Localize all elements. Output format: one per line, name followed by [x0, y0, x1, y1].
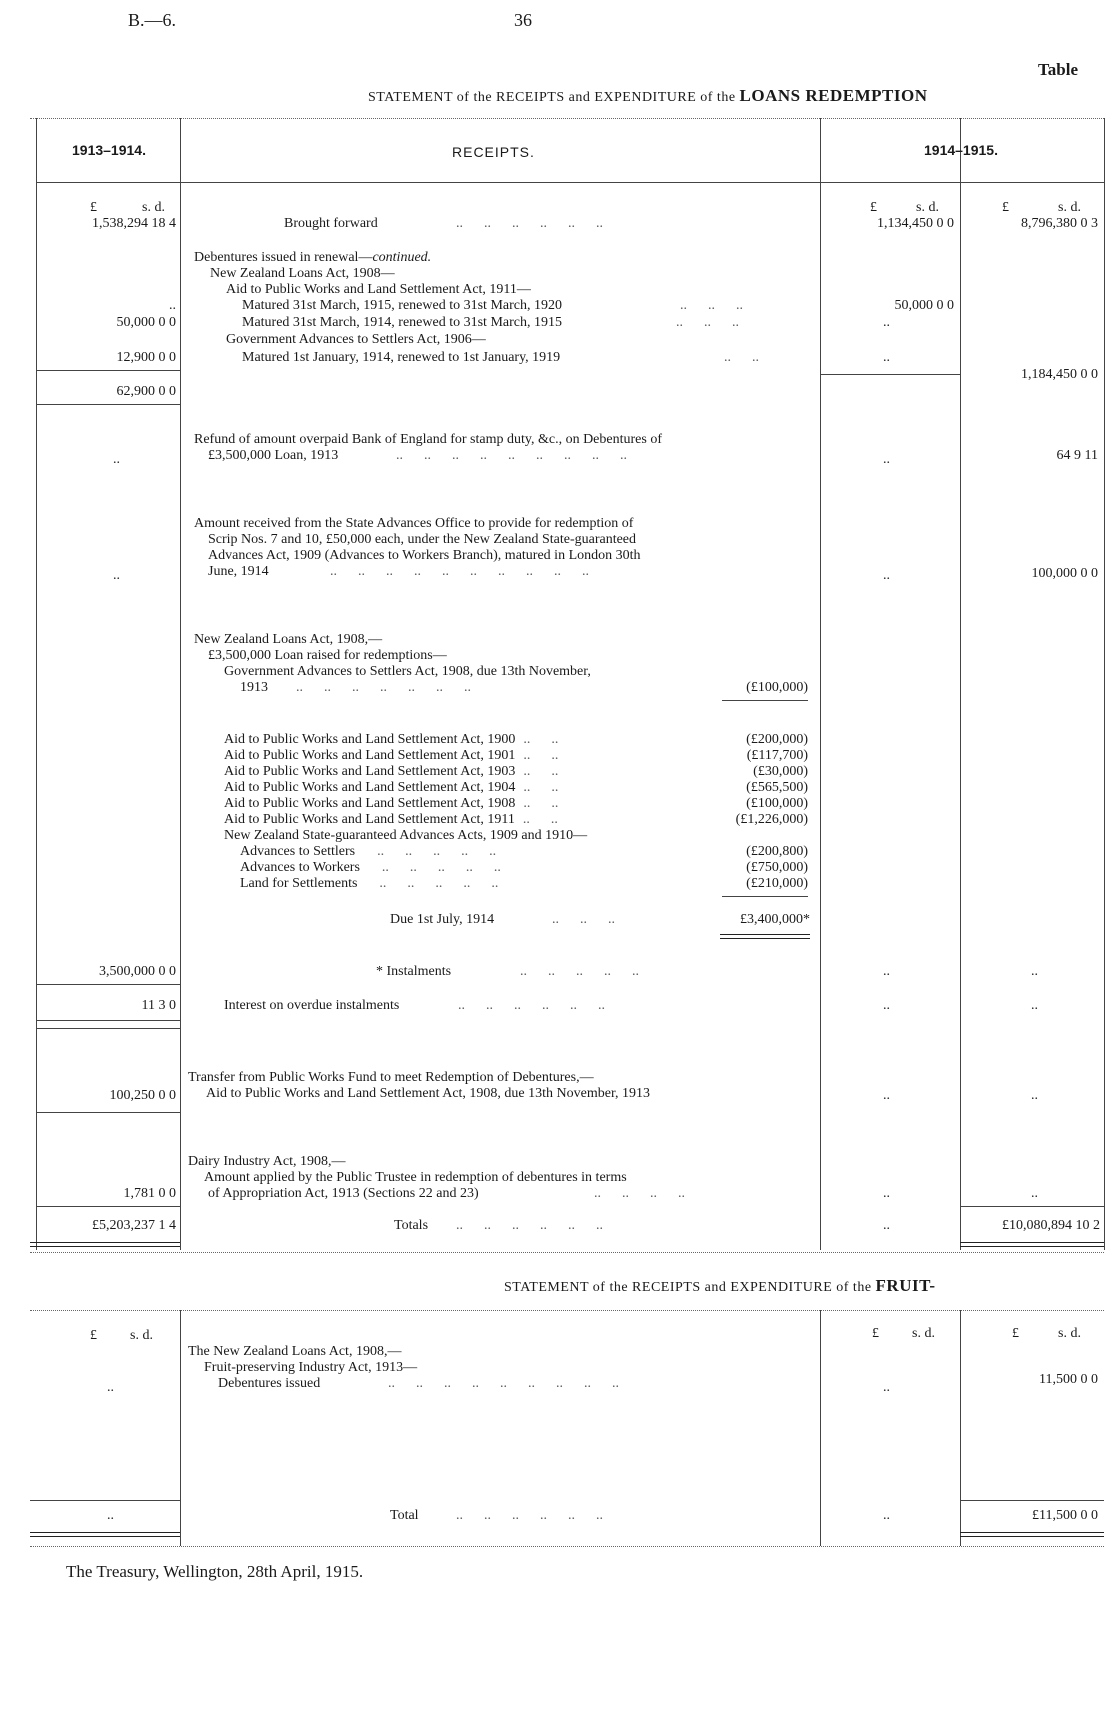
fruit-1913: .. [107, 1380, 114, 1395]
totals-label: Totals [394, 1218, 429, 1233]
interest-1913: 11 3 0 [141, 998, 176, 1013]
instalments-label: * Instalments [376, 964, 452, 979]
fruit-sub: Fruit-preserving Industry Act, 1913— [204, 1360, 418, 1375]
dairy-mid: .. [883, 1186, 890, 1201]
renewal-subtotal-1913: 62,900 0 0 [116, 384, 176, 399]
sg-item: Advances to Workers .. .. .. .. .. (£750,000) [240, 860, 808, 875]
interest-mid: .. [883, 998, 890, 1013]
table-label: Table [1038, 60, 1079, 79]
dairy-line1: Dairy Industry Act, 1908,— [188, 1154, 346, 1169]
fruit-act: The New Zealand Loans Act, 1908,— [188, 1344, 402, 1359]
state-adv-line3: Advances Act, 1909 (Advances to Workers Branch), matured in London 30th [208, 548, 641, 563]
sg-heading: New Zealand State-guaranteed Advances Acts, 1909 and 1910— [224, 828, 588, 843]
refund-mid: .. [883, 452, 890, 467]
dairy-line3: of Appropriation Act, 1913 (Sections 22 and 23) [208, 1186, 479, 1201]
transfer-line1: Transfer from Public Works Fund to meet Redemption of Debentures,— [188, 1070, 594, 1085]
footer-signature-line: The Treasury, Wellington, 28th April, 1915. [66, 1562, 364, 1581]
mat1920-mid: 50,000 0 0 [894, 298, 954, 313]
totals-mid: .. [883, 1218, 890, 1233]
statement-title-bold: LOANS REDEMPTION [739, 86, 928, 105]
brought-forward-right: 8,796,380 0 3 [1021, 216, 1098, 231]
renewal-heading: Debentures issued in renewal—continued. [194, 250, 432, 265]
fruit-mid: .. [883, 1380, 890, 1395]
gov-1906: Government Advances to Settlers Act, 1906— [226, 332, 486, 347]
mat1920-label: Matured 31st March, 1915, renewed to 31st March, 1920 [242, 298, 562, 313]
sg-items [240, 844, 808, 892]
unit-pound-right: £ [1002, 200, 1009, 215]
transfer-1913: 100,250 0 0 [109, 1088, 176, 1103]
mat1919-label: Matured 1st January, 1914, renewed to 1st January, 1919 [242, 350, 561, 365]
total2-1913: .. [107, 1508, 114, 1523]
state-adv-mid: .. [883, 568, 890, 583]
dairy-line2: Amount applied by the Public Trustee in redemption of debentures in terms [204, 1170, 627, 1185]
sg-item: Advances to Settlers .. .. .. .. .. (£200,800) [240, 844, 808, 859]
total2-right: £11,500 0 0 [1032, 1508, 1098, 1523]
unit-pound-left: £ [90, 200, 97, 215]
statement-title-2 [504, 1276, 936, 1296]
instalments-1913: 3,500,000 0 0 [99, 964, 176, 979]
loan-gov-amount: (£100,000) [746, 680, 808, 695]
instalments-mid: .. [883, 964, 890, 979]
refund-1913: .. [113, 452, 120, 467]
loan-item: Aid to Public Works and Land Settlement Act, 1908 .. .. (£100,000) [224, 796, 808, 811]
t2-unit-sd-left: s. d. [130, 1328, 153, 1343]
interest-label: Interest on overdue instalments [224, 998, 400, 1013]
total2-label: Total [390, 1508, 419, 1523]
t2-unit-sd-mid: s. d. [912, 1326, 935, 1341]
column-header-1913-1914: 1913–1914. [72, 142, 146, 158]
loan-item: Aid to Public Works and Land Settlement Act, 1911 .. .. (£1,226,000) [224, 812, 808, 827]
total2-mid: .. [883, 1508, 890, 1523]
mat1919-1913: 12,900 0 0 [116, 350, 176, 365]
sg-item: Land for Settlements .. .. .. .. .. (£210,000) [240, 876, 808, 891]
loan-item: Aid to Public Works and Land Settlement Act, 1901 .. .. (£117,700) [224, 748, 808, 763]
renewal-aid-1911: Aid to Public Works and Land Settlement Act, 1911— [226, 282, 531, 297]
totals-right: £10,080,894 10 2 [1002, 1218, 1100, 1233]
statement-title-prefix: STATEMENT of the RECEIPTS and EXPENDITURE of the [368, 90, 736, 105]
loan-gov-line2: 1913 [240, 680, 268, 695]
t2-unit-pound-left: £ [90, 1328, 97, 1343]
unit-sd-left: s. d. [142, 200, 165, 215]
loan-items [224, 732, 808, 828]
loan-raised: £3,500,000 Loan raised for redemptions— [208, 648, 447, 663]
loan-act: New Zealand Loans Act, 1908,— [194, 632, 383, 647]
state-adv-right: 100,000 0 0 [1031, 566, 1098, 581]
refund-right: 64 9 11 [1056, 448, 1098, 463]
transfer-line2: Aid to Public Works and Land Settlement Act, 1908, due 13th November, 1913 [206, 1086, 651, 1101]
unit-sd-mid: s. d. [916, 200, 939, 215]
loan-item: Aid to Public Works and Land Settlement Act, 1903 .. .. (£30,000) [224, 764, 808, 779]
document-reference: B.—6. [128, 10, 177, 30]
interest-right: .. [1031, 998, 1038, 1013]
fruit-debentures-label: Debentures issued [218, 1376, 321, 1391]
statement-title [368, 86, 927, 106]
due-label: Due 1st July, 1914 [390, 912, 495, 927]
mat1915-mid: .. [883, 315, 890, 330]
mat1919-mid: .. [883, 350, 890, 365]
mat1915-1913: 50,000 0 0 [116, 315, 176, 330]
fruit-right: 11,500 0 0 [1039, 1372, 1098, 1387]
unit-sd-right: s. d. [1058, 200, 1081, 215]
state-adv-line4: June, 1914 [208, 564, 269, 579]
mat1920-1913: .. [169, 298, 176, 313]
loan-item: Aid to Public Works and Land Settlement Act, 1904 .. .. (£565,500) [224, 780, 808, 795]
dairy-1913: 1,781 0 0 [123, 1186, 176, 1201]
t2-unit-sd-right: s. d. [1058, 1326, 1081, 1341]
loan-item: Aid to Public Works and Land Settlement Act, 1900 .. .. (£200,000) [224, 732, 808, 747]
page-number: 36 [514, 10, 532, 30]
brought-forward-mid: 1,134,450 0 0 [877, 216, 954, 231]
state-adv-line2: Scrip Nos. 7 and 10, £50,000 each, under the New Zealand State-guaranteed [208, 532, 637, 547]
refund-line1: Refund of amount overpaid Bank of England for stamp duty, &c., on Debentures of [194, 432, 662, 447]
renewal-act-1908: New Zealand Loans Act, 1908— [210, 266, 395, 281]
totals-1913: £5,203,237 1 4 [92, 1218, 176, 1233]
t2-unit-pound-right: £ [1012, 1326, 1019, 1341]
column-header-receipts: RECEIPTS. [452, 144, 535, 160]
transfer-mid: .. [883, 1088, 890, 1103]
state-adv-1913: .. [113, 568, 120, 583]
refund-line2: £3,500,000 Loan, 1913 [208, 448, 339, 463]
due-amount: £3,400,000* [740, 912, 810, 927]
brought-forward-label: Brought forward [284, 216, 378, 231]
statement-title-2-bold: FRUIT- [875, 1276, 936, 1295]
renewal-subtotal-right: 1,184,450 0 0 [1021, 367, 1098, 382]
transfer-right: .. [1031, 1088, 1038, 1103]
statement-title-2-prefix: STATEMENT of the RECEIPTS and EXPENDITURE of the [504, 1280, 872, 1295]
dairy-right: .. [1031, 1186, 1038, 1201]
loan-gov-line1: Government Advances to Settlers Act, 1908, due 13th November, [224, 664, 591, 679]
instalments-right: .. [1031, 964, 1038, 979]
unit-pound-mid: £ [870, 200, 877, 215]
brought-forward-1913: 1,538,294 18 4 [92, 216, 176, 231]
t2-unit-pound-mid: £ [872, 1326, 879, 1341]
column-header-1914-1915: 1914–1915. [924, 142, 998, 158]
state-adv-line1: Amount received from the State Advances Office to provide for redemption of [194, 516, 634, 531]
mat1915-label: Matured 31st March, 1914, renewed to 31st March, 1915 [242, 315, 562, 330]
